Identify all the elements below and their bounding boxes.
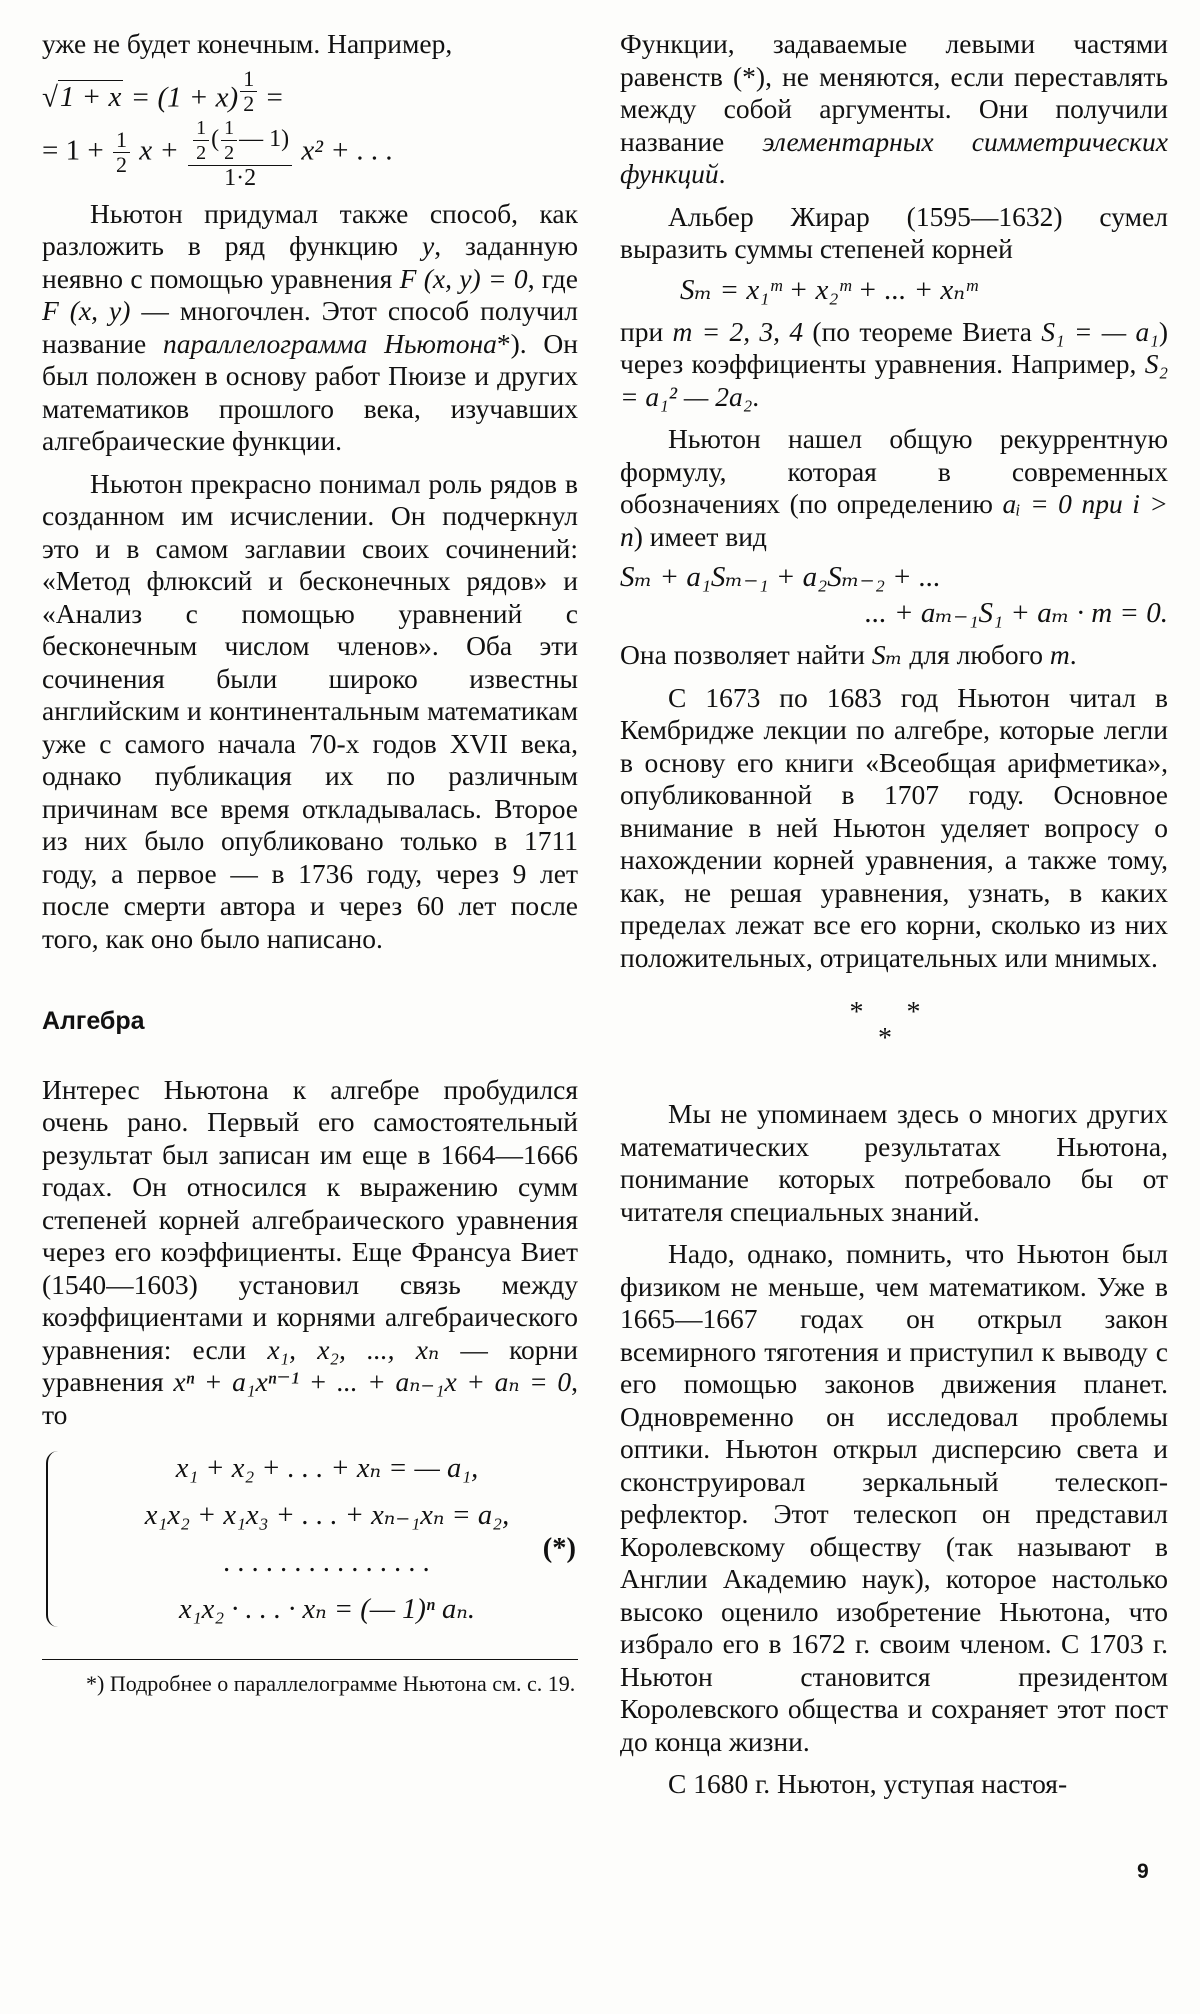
math-s2: S₂ = a₁² — 2a₂ [620, 348, 1168, 412]
text-run: Она позволяет найти [620, 639, 872, 670]
second-coefficient-fraction [188, 116, 292, 190]
text-run: *). Он был положен в основу работ Пюизе и других математиков прошлого века, изучавших алгебраические функции. [42, 327, 579, 456]
power-sum: Sₘ = x₁ᵐ + x₂ᵐ + ... + xₙᵐ [680, 273, 978, 306]
inner-fraction-a [193, 116, 209, 165]
formula-equals: = [266, 80, 283, 113]
text-run: ) через коэффициенты уравнения. Например, [620, 315, 1168, 379]
paragraph-other-results: Мы не упоминаем здесь о многих других математических результатах Ньютона, понимание которых потребовало бы от читателя специальных знаний. [620, 1098, 1168, 1227]
text-run: , то [42, 1366, 578, 1430]
text-run: ) имеет вид [633, 520, 767, 552]
sqrt-expansion-formula [42, 67, 578, 190]
right-column [620, 28, 1168, 1801]
stars-bottom: * [878, 1023, 910, 1054]
second-coefficient-denominator: 1·2 [224, 164, 257, 191]
footnote: *) Подробнее о параллелограмме Ньютона см. с. 19. [86, 1671, 576, 1696]
text-run: Ньютон придумал также способ, как разложить в ряд функцию [42, 197, 578, 261]
footnote-rule [42, 1659, 578, 1660]
system-row-4: x₁x₂ · . . . · xₙ = (— 1)ⁿ aₙ. [179, 1594, 475, 1625]
text-run: , заданную неявно с помощью уравнения [42, 230, 578, 294]
inner-a-den: 2 [196, 141, 207, 164]
paragraph-arithmetica: С 1673 по 1683 год Ньютон читал в Кембридже лекции по алгебре, которые легли в основу его книги «Всеобщая арифметика», опубликованной в 1707 году. Основное внимание в ней Ньютон уделяет вопросу о нахождении корней уравнения, а также тому, как, не решая уравнения, узнать, в каких пределах лежат все его корни, сколько из них положительных, отрицательных или мнимых. [620, 681, 1168, 973]
inner-a-num: 1 [193, 116, 209, 141]
math-roots: x₁, x₂, ..., xₙ [267, 1333, 440, 1365]
math-m: m [1049, 639, 1070, 670]
text-run: . [752, 380, 760, 412]
math-definition: aᵢ = 0 при i > n [620, 488, 1168, 552]
section-heading-algebra: Алгебра [42, 1007, 145, 1035]
system-brace [46, 1451, 60, 1627]
inner-fraction-b [221, 116, 237, 165]
system-row-2: x₁x₂ + x₁x₃ + . . . + xₙ₋₁xₙ = a₂, [144, 1500, 510, 1531]
paragraph-vieta-note [620, 316, 1168, 414]
system-row-3: . . . . . . . . . . . . . . . [223, 1547, 431, 1578]
paragraph-continuation: уже не будет конечным. Например, [42, 28, 453, 59]
text-run: — многочлен. Этот способ получил название [42, 295, 578, 359]
term-symmetric-functions: элементарных симметрических функций [620, 125, 1168, 189]
text-run: Ньютон нашел общую рекуррентную формулу, которая в современных обозначениях (по определению [620, 423, 1168, 519]
sqrt-radicand: 1 + x [59, 80, 122, 113]
math-m-values: m = 2, 3, 4 [672, 315, 804, 347]
system-label: (*) [542, 1533, 576, 1564]
recurrence-formula [620, 559, 1168, 631]
text-run: . [718, 158, 726, 189]
paragraph-series-role: Ньютон прекрасно понимал роль рядов в созданном им исчислении. Он подчеркнул это и в самом заглавии своих сочинений: «Метод флюксий и бесконечных рядов» и «Анализ с помощью уравнений с бесконечным числом членов». Оба эти сочинения были широко известны английским и континентальным математикам уже с самого начала 70-х годов XVII века, однако публикация их по различным причинам все время откладывалась. Второе из них было опубликовано только в 1711 году, а первое — в 1736 году, через 9 лет после смерти автора и через 60 лет после того, как оно было написано. [42, 467, 578, 954]
page-number: 9 [1137, 1860, 1149, 1883]
half-denominator: 2 [115, 152, 127, 177]
text-run: . [1069, 639, 1077, 670]
inner-b-den: 2 [224, 141, 235, 164]
inner-minus-one: — 1 [239, 125, 282, 152]
half-fraction [113, 128, 130, 177]
exponent-fraction [240, 67, 257, 116]
text-run: Функции, задаваемые левыми частями равенств (*), не меняются, если переставлять между собой аргументы. Они получили название [620, 28, 1168, 157]
math-s1: S₁ = — a₁ [1041, 315, 1159, 347]
exponent-numerator: 1 [240, 67, 257, 92]
series-start: = 1 + [42, 134, 104, 167]
recurrence-line-2: ... + aₘ₋₁S₁ + aₘ · m = 0. [865, 597, 1168, 629]
paragraph-algebra-interest [42, 1074, 578, 1432]
formula-line-2 [42, 116, 578, 190]
left-column [42, 28, 578, 1698]
paragraph-girard: Альбер Жирар (1595—1632) сумел выразить суммы степеней корней [620, 200, 1168, 264]
formula-rhs: = (1 + x) [130, 80, 239, 113]
vieta-system [42, 1445, 578, 1633]
system-row-1: x₁ + x₂ + . . . + xₙ = — a₁, [175, 1453, 479, 1484]
paragraph-find-sm [620, 639, 1168, 672]
paragraph-recurrence [620, 423, 1168, 553]
paragraph-physicist: Надо, однако, помнить, что Ньютон был физиком не меньше, чем математиком. Уже в 1665—1667 годах он открыл закон всемирного тяготения и приступил к выводу с его помощью законов движения планет. Одновременно он исследовал проблемы оптики. Ньютон открыл дисперсию света и сконструировал зеркальный телескоп-рефлектор. Этот телескоп он представил Королевскому обществу (так называют в Англии Академию наук), которое настолько высоко оценило изобретение Ньютона, что избрало его в 1672 г. своим членом. С 1703 г. Ньютон становится президентом Королевского общества и сохраняет этот пост до конца жизни. [620, 1238, 1168, 1757]
text-run: для любого [902, 639, 1050, 670]
paragraph-1680: С 1680 г. Ньютон, уступая настоя- [668, 1768, 1068, 1799]
text-run: — корни уравнения [42, 1333, 578, 1397]
paragraph-newton-parallelogram [42, 198, 578, 458]
math-polynomial-equation: xⁿ + a₁xⁿ⁻¹ + ... + aₙ₋₁x + aₙ = 0 [173, 1366, 572, 1397]
exponent-denominator: 2 [243, 90, 255, 116]
stars-top: * * [849, 997, 939, 1028]
term-newton-parallelogram: параллелограмма Ньютона [163, 327, 497, 359]
math-y: y [421, 230, 435, 261]
text-run: при [620, 315, 673, 347]
series-tail: x² + . . . [301, 134, 394, 167]
math-equation: F (x, y) = 0 [399, 262, 528, 294]
math-sm: Sₘ [871, 639, 903, 670]
text-run: (по теореме Виета [803, 315, 1042, 347]
second-coefficient-numerator: $\frac{1}{2}$ ( $\frac{1}{2}$ — 1) [188, 116, 292, 166]
paragraph-symmetric-functions [620, 28, 1168, 191]
series-x-term: x + [139, 134, 179, 167]
text-run: , где [527, 262, 579, 294]
recurrence-line-1: Sₘ + a₁Sₘ₋₁ + a₂Sₘ₋₂ + ... [620, 561, 941, 593]
inner-b-num: 1 [221, 116, 237, 141]
half-numerator: 1 [113, 128, 130, 153]
text-run: Интерес Ньютона к алгебре пробудился очень рано. Первый его самостоятельный результат был записан им еще в 1664—1666 годах. Он относился к выражению сумм степеней корней алгебраического уравнения через его коэффициенты. Еще Франсуа Виет (1540—1603) установил связь между коэффициентами и корнями алгебраического уравнения: если [42, 1073, 578, 1365]
formula-line-1: √1 + x = (1 + x) $^{\frac{1}{2}}$ = [42, 65, 283, 116]
math-polynomial: F (x, y) [42, 295, 131, 326]
power-sum-formula [620, 272, 1168, 308]
section-separator-stars [620, 997, 1168, 1054]
